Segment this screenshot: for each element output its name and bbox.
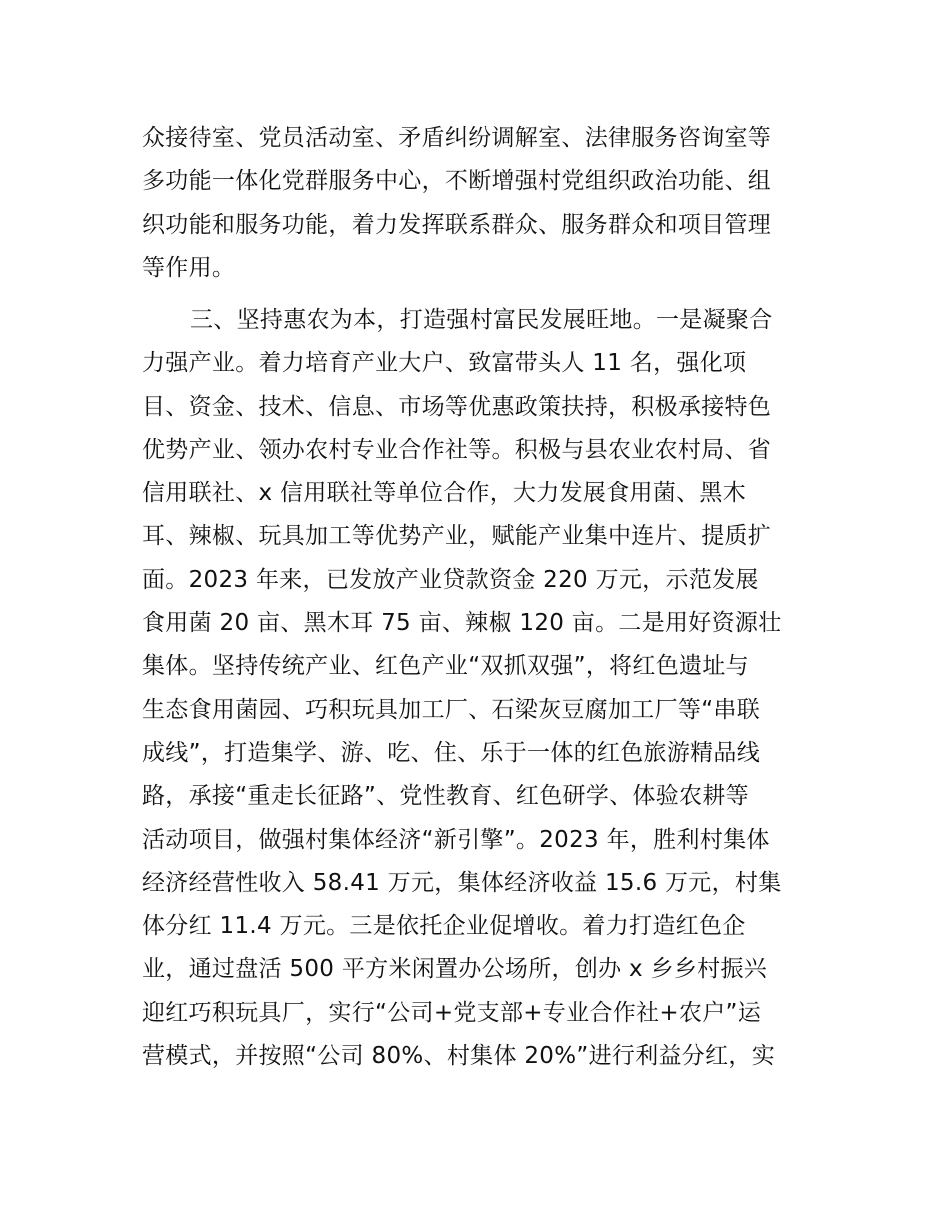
paragraph-line: 目、资金、技术、信息、市场等优惠政策扶持，积极承接特色	[142, 393, 772, 420]
paragraph-line: 成线”，打造集学、游、吃、住、乐于一体的红色旅游精品线	[142, 739, 761, 766]
paragraph-1	[142, 117, 814, 290]
paragraph-line: 力强产业。着力培育产业大户、致富带头人 11 名，强化项	[142, 350, 747, 377]
paragraph-line: 迎红巧积玩具厂，实行“公司+党支部+专业合作社+农户”运	[142, 999, 762, 1026]
paragraph-line: 生态食用菌园、巧积玩具加工厂、石梁灰豆腐加工厂等“串联	[142, 696, 761, 723]
paragraph-line: 众接待室、党员活动室、矛盾纠纷调解室、法律服务咨询室等	[142, 125, 772, 151]
paragraph-line: 体分红 11.4 万元。三是依托企业促增收。着力打造红色企	[142, 913, 746, 940]
paragraph-line: 三、坚持惠农为本，打造强村富民发展旺地。一是凝聚合	[190, 307, 773, 333]
paragraph-line: 经济经营性收入 58.41 万元，集体经济收益 15.6 万元，村集	[142, 869, 782, 896]
paragraph-line: 织功能和服务功能，着力发挥联系群众、服务群众和项目管理	[142, 211, 772, 238]
paragraph-line: 食用菌 20 亩、黑木耳 75 亩、辣椒 120 亩。二是用好资源壮	[142, 610, 782, 637]
paragraph-line: 业，通过盘活 500 平方米闲置办公场所，创办 x 乡乡村振兴	[142, 956, 768, 983]
paragraph-line: 活动项目，做强村集体经济“新引擎”。2023 年，胜利村集体	[142, 826, 770, 853]
paragraph-line: 优势产业、领办农村专业合作社等。积极与县农业农村局、省	[142, 436, 772, 463]
paragraph-2	[142, 299, 814, 1078]
paragraph-line: 营模式，并按照“公司 80%、村集体 20%”进行利益分红，实	[142, 1043, 775, 1070]
paragraph-line: 集体。坚持传统产业、红色产业“双抓双强”，将红色遗址与	[142, 653, 749, 680]
paragraph-line: 信用联社、x 信用联社等单位合作，大力发展食用菌、黑木	[142, 480, 747, 507]
paragraph-line: 耳、辣椒、玩具加工等优势产业，赋能产业集中连片、提质扩	[142, 523, 772, 550]
paragraph-line: 路，承接“重走长征路”、党性教育、红色研学、体验农耕等	[142, 783, 749, 810]
paragraph-line: 面。2023 年来，已发放产业贷款资金 220 万元，示范发展	[142, 566, 759, 593]
paragraph-line: 多功能一体化党群服务中心，不断增强村党组织政治功能、组	[142, 168, 772, 195]
paragraph-line: 等作用。	[142, 254, 236, 281]
